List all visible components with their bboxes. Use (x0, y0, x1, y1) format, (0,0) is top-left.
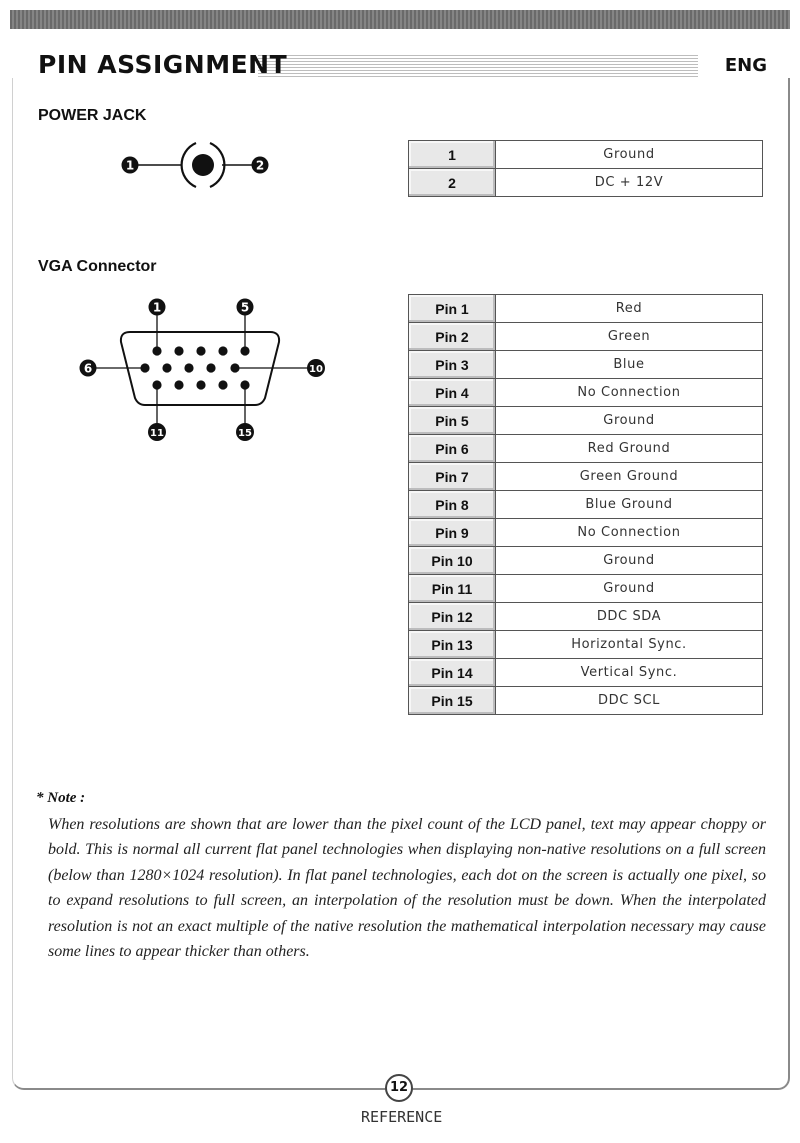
pin-function: Ground (496, 547, 763, 575)
power-callout-1 (122, 157, 139, 174)
table-row (409, 687, 763, 715)
pin-function: DDC SDA (496, 603, 763, 631)
vga-callout-5-label: 5 (240, 300, 250, 315)
pin-number: Pin 5 (409, 407, 496, 435)
vga-callout-11 (148, 423, 166, 441)
pin-number: Pin 6 (409, 435, 496, 463)
note-body: When resolutions are shown that are lower than the pixel count of the LCD panel, text may appear choppy or bold. This is normal all current flat panel technologies when displaying non-native resolutions on a full screen (below than 1280×1024 resolution). In flat panel technologies, each dot on the screen is actually one pixel, so to expand resolutions to full screen, an interpolation of the resolution must be down. When the interpolated resolution is not an exact multiple of the native resolution the mathematical interpolation necessary may cause some lines to appear thicker than others. (48, 816, 766, 961)
vga-callout-6-label: 6 (83, 361, 93, 376)
vga-callout-1-label: 1 (152, 300, 162, 315)
power-callout-2 (252, 157, 269, 174)
page-title: PIN ASSIGNMENT (38, 50, 288, 79)
vga-callout-15 (236, 423, 254, 441)
pin-function: Red Ground (496, 435, 763, 463)
table-row (409, 603, 763, 631)
language-tag: ENG (724, 55, 767, 76)
pin-function: Red (496, 295, 763, 323)
table-row (409, 169, 763, 197)
vga-pin-table (408, 294, 763, 715)
pin-function: DDC SCL (496, 687, 763, 715)
pin-number: Pin 12 (409, 603, 496, 631)
vga-callout-10-label: 10 (309, 364, 323, 375)
table-row (409, 141, 763, 169)
power-callout-1-label: 1 (125, 158, 135, 173)
table-row (409, 435, 763, 463)
pin-function: Vertical Sync. (496, 659, 763, 687)
power-jack-diagram (110, 135, 280, 195)
pin-function: Green Ground (496, 463, 763, 491)
table-row (409, 547, 763, 575)
vga-connector-label: VGA Connector (38, 258, 157, 275)
page-number: 12 (385, 1074, 413, 1102)
vga-callout-10 (307, 359, 325, 377)
vga-callout-5 (237, 299, 254, 316)
pin-number: Pin 8 (409, 491, 496, 519)
pin-function: Ground (496, 141, 763, 169)
vga-connector-diagram (72, 292, 337, 447)
pin-number: Pin 15 (409, 687, 496, 715)
table-row (409, 295, 763, 323)
table-row (409, 323, 763, 351)
pin-number: 1 (409, 141, 496, 169)
pin-number: Pin 13 (409, 631, 496, 659)
pin-number: 2 (409, 169, 496, 197)
pin-function: Ground (496, 407, 763, 435)
vga-callout-1 (149, 299, 166, 316)
pin-function: No Connection (496, 519, 763, 547)
note-title: * Note : (36, 790, 86, 806)
pin-function: DC + 12V (496, 169, 763, 197)
pin-number: Pin 1 (409, 295, 496, 323)
pin-number: Pin 4 (409, 379, 496, 407)
power-jack-table (408, 140, 763, 197)
header-bar (10, 10, 790, 29)
pin-number: Pin 7 (409, 463, 496, 491)
vga-callout-15-label: 15 (238, 428, 252, 439)
pin-number: Pin 14 (409, 659, 496, 687)
pin-number: Pin 2 (409, 323, 496, 351)
pin-function: No Connection (496, 379, 763, 407)
pin-function: Green (496, 323, 763, 351)
title-rule (258, 55, 698, 77)
vga-callout-11-label: 11 (150, 428, 164, 439)
vga-callout-6 (80, 360, 97, 377)
pin-function: Ground (496, 575, 763, 603)
table-row (409, 379, 763, 407)
table-row (409, 631, 763, 659)
table-row (409, 659, 763, 687)
pin-number: Pin 9 (409, 519, 496, 547)
table-row (409, 575, 763, 603)
pin-function: Blue (496, 351, 763, 379)
pin-function: Blue Ground (496, 491, 763, 519)
table-row (409, 491, 763, 519)
power-callout-2-label: 2 (255, 158, 265, 173)
table-row (409, 407, 763, 435)
pin-function: Horizontal Sync. (496, 631, 763, 659)
pin-number: Pin 11 (409, 575, 496, 603)
power-jack-label: POWER JACK (38, 107, 147, 124)
table-row (409, 519, 763, 547)
table-row (409, 463, 763, 491)
table-row (409, 351, 763, 379)
pin-number: Pin 10 (409, 547, 496, 575)
pin-number: Pin 3 (409, 351, 496, 379)
footer-section-label: REFERENCE (361, 1108, 443, 1126)
jack-center-pin (192, 154, 214, 176)
